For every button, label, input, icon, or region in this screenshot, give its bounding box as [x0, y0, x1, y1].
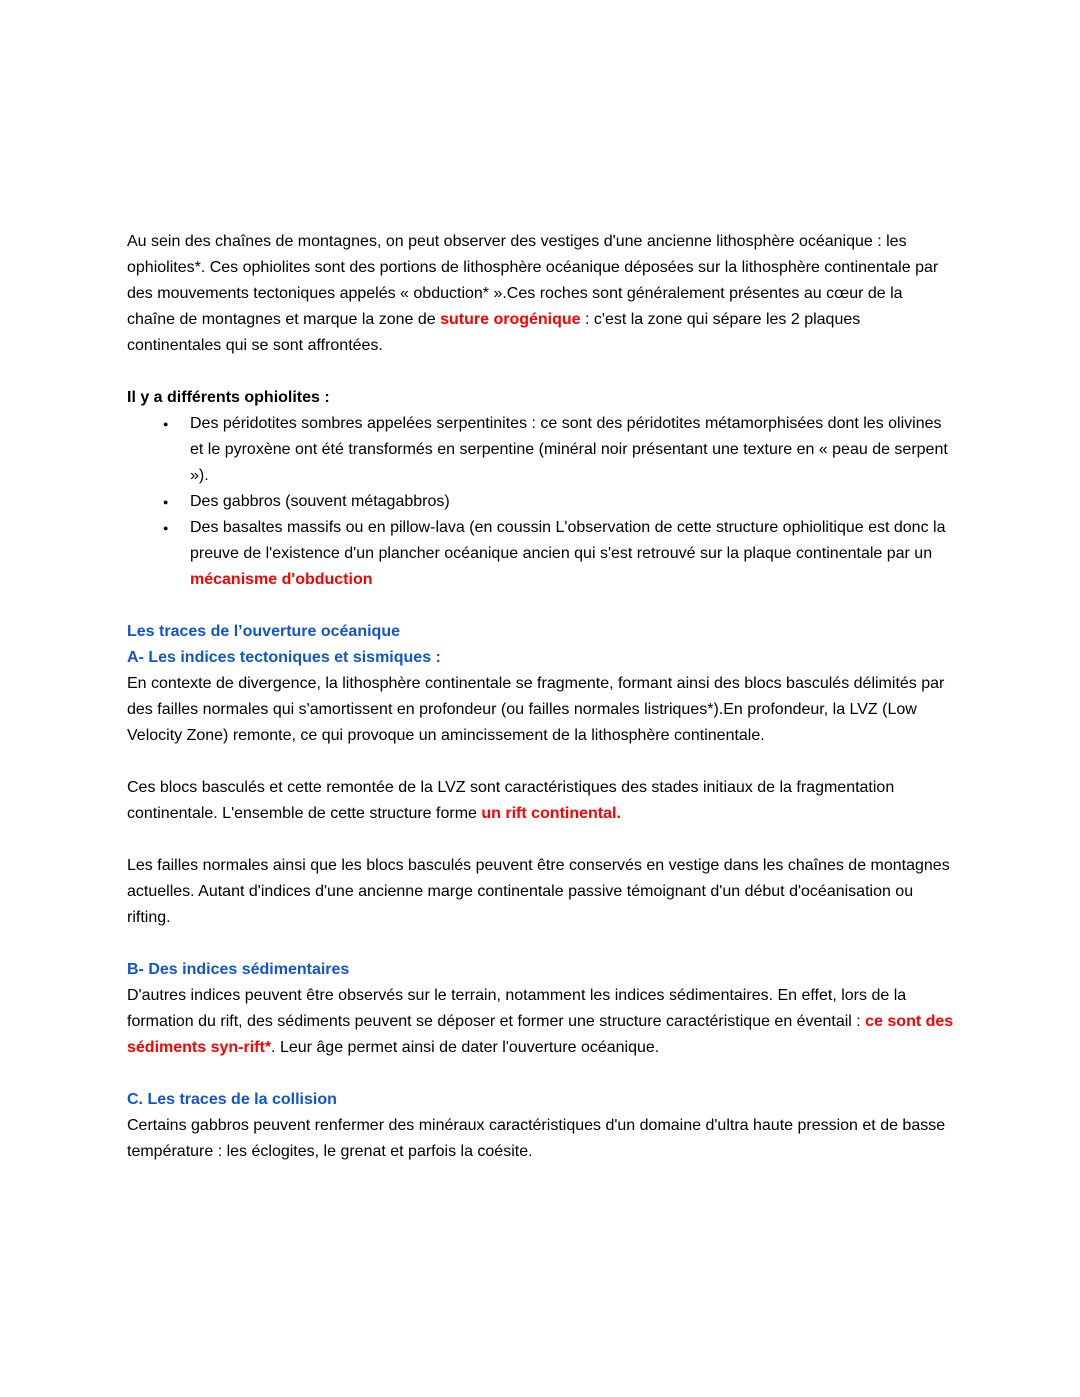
bullet-icon: ●: [163, 497, 169, 507]
text-run: : c'est la zone qui sépare les 2 plaques continentales qui se sont affrontées.: [127, 311, 861, 354]
heading-ophiolite-types: Il y a différents ophiolites :: [127, 389, 330, 406]
bullet-icon: ●: [163, 523, 169, 533]
heading-traces-ouverture: Les traces de l’ouverture océanique: [127, 623, 400, 640]
highlight-sediments-synrift: ce sont des sédiments syn-rift*: [127, 1013, 954, 1056]
paragraph-rift-continental: [127, 775, 955, 827]
highlight-mecanisme-obduction: mécanisme d'obduction: [190, 571, 373, 588]
paragraph-collision: Certains gabbros peuvent renfermer des minéraux caractéristiques d'un domaine d'ultra haute pression et de basse température : les éclogites, le grenat et parfois la coésite.: [127, 1117, 946, 1160]
paragraph-sedimentaires: [127, 983, 955, 1061]
paragraph-failles-vestiges: Les failles normales ainsi que les blocs basculés peuvent être conservés en vestige dans les chaînes de montagnes actuelles. Autant d'indices d'une ancienne marge continentale passive témoignant d'un début d'océanisation ou rifting.: [127, 857, 950, 926]
text-run: Ces blocs basculés et cette remontée de la LVZ sont caractéristiques des stades initiaux de la fragmentation continentale. L'ensemble de cette structure forme: [127, 779, 895, 822]
text-run: . Leur âge permet ainsi de dater l'ouverture océanique.: [271, 1039, 660, 1056]
heading-traces-collision: C. Les traces de la collision: [127, 1091, 337, 1108]
highlight-rift-continental: un rift continental.: [481, 805, 621, 822]
ophiolite-type-list: [127, 411, 955, 593]
list-item: [127, 489, 955, 515]
list-item: [127, 515, 955, 593]
heading-indices-tectoniques: A- Les indices tectoniques et sismiques :: [127, 649, 441, 666]
text-run: [190, 515, 955, 593]
bullet-icon: ●: [163, 419, 169, 429]
text-run: Des basaltes massifs ou en pillow-lava (en coussin L'observation de cette structure ophiolitique est donc la preuve de l'existence d'un plancher océanique ancien qui s'est retrouvé sur la plaque continentale par un: [190, 519, 946, 562]
paragraph-divergence: En contexte de divergence, la lithosphère continentale se fragmente, formant ainsi des blocs basculés délimités par des failles normales qui s'amortissent en profondeur (ou failles normales listriques*).En profondeur, la LVZ (Low Velocity Zone) remonte, ce qui provoque un amincissement de la lithosphère continentale.: [127, 675, 945, 744]
text-run: Au sein des chaînes de montagnes, on peut observer des vestiges d'une ancienne lithosphère océanique : les ophiolites*. Ces ophiolites sont des portions de lithosphère océanique déposées sur la lithosphère continentale par des mouvements tectoniques appelés « obduction* ».Ces roches sont généralement présentes au cœur de la chaîne de montagnes et marque la zone de: [127, 233, 939, 328]
text-run: D'autres indices peuvent être observés sur le terrain, notamment les indices sédimentaires. En effet, lors de la formation du rift, des sédiments peuvent se déposer et former une structure caractéristique en éventail :: [127, 987, 907, 1030]
list-item: [127, 411, 955, 489]
section-indices-sedimentaires: [127, 957, 955, 1061]
highlight-suture-orogenique: suture orogénique: [440, 311, 581, 328]
section-ouverture-oceanique: [127, 619, 955, 931]
text-run: Des péridotites sombres appelées serpentinites : ce sont des péridotites métamorphisées dont les olivines et le pyroxène ont été transformés en serpentine (minéral noir présentant une texture en « peau de serpent »).: [190, 415, 948, 484]
section-traces-collision: [127, 1087, 955, 1165]
text-run: Des gabbros (souvent métagabbros): [190, 493, 450, 510]
heading-indices-sedimentaires: B- Des indices sédimentaires: [127, 961, 350, 978]
paragraph-ophiolites-intro: [127, 229, 955, 359]
